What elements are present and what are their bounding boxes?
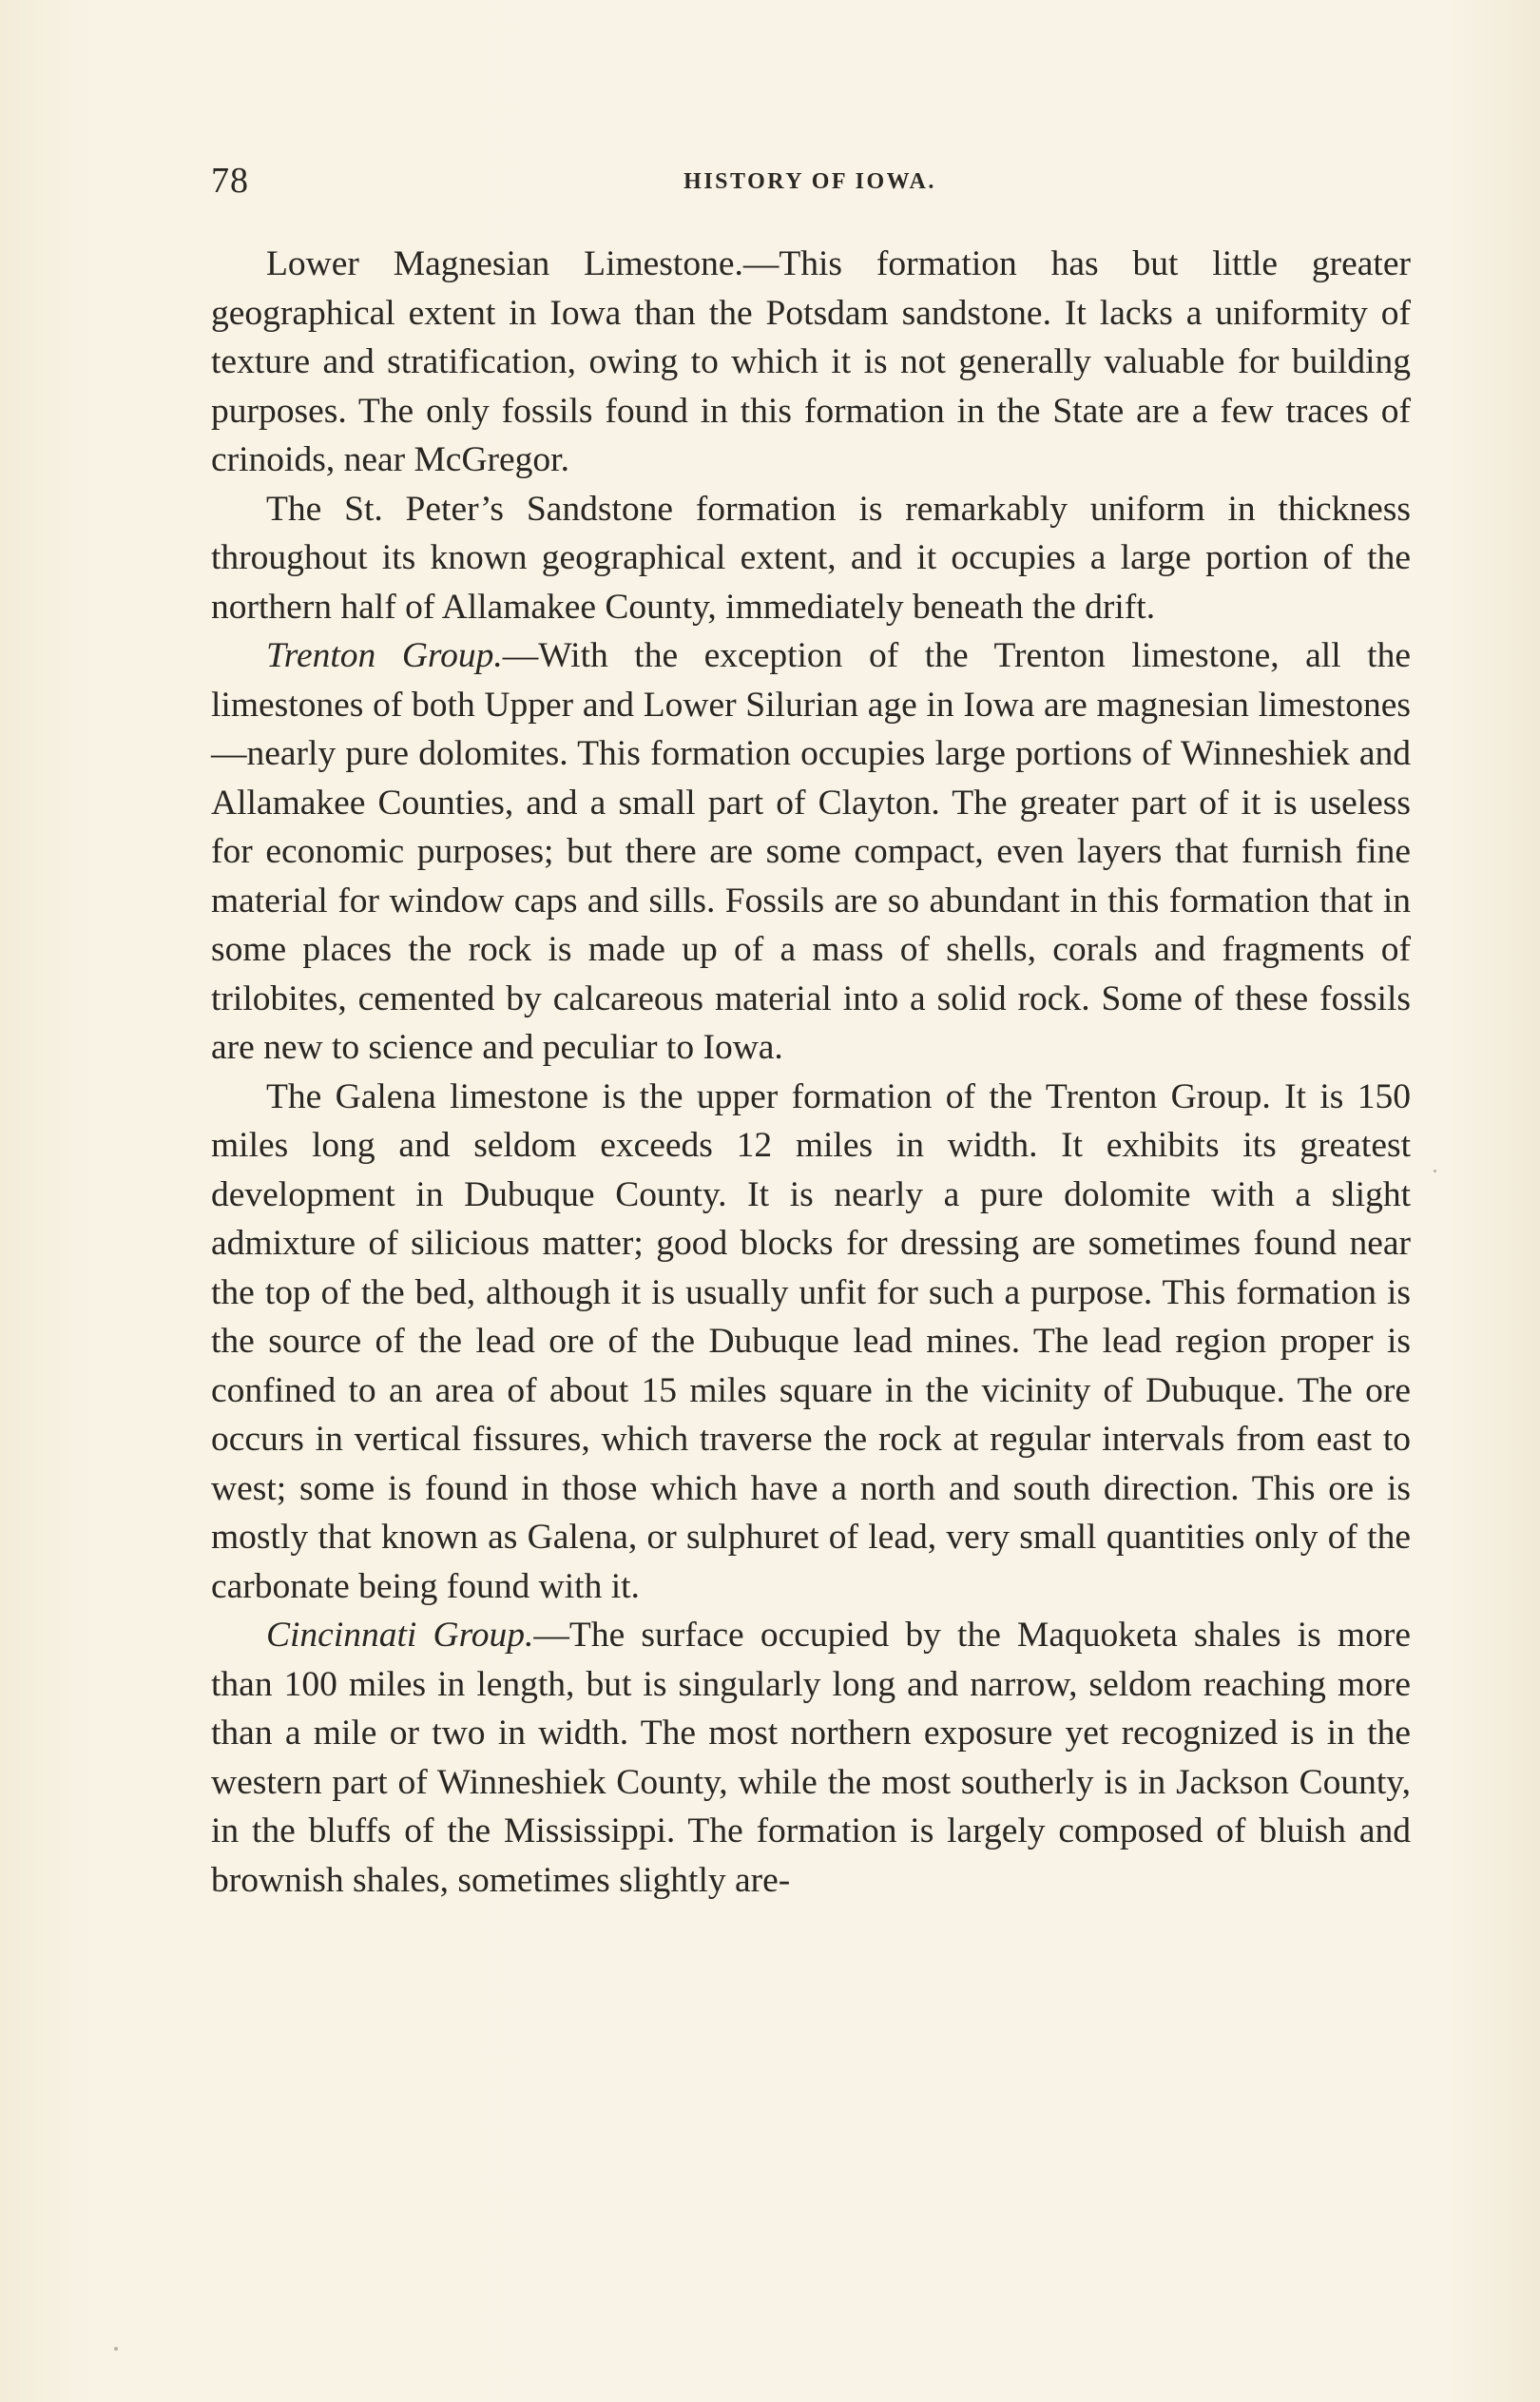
body-text [211,240,1411,1905]
page-number: 78 [211,161,249,201]
page-header [211,160,1409,217]
paragraph-text: —The surface occupied by the Maquoketa shales is more than 100 miles in length, but is singularly long and narrow, seldom reaching more than a mile or two in width. The most northern exposure yet recognized is in the western part of Winneshiek County, while the most southerly is in Jackson County, in the bluffs of the Mississippi. The formation is largely composed of bluish and brownish shales, sometimes slightly are- [211,1616,1411,1900]
paper-speck [114,2347,118,2351]
paragraph-text: —With the exception of the Trenton limestone, all the limestones of both Upper and Lower Silurian age in Iowa are magnesian limestones—nearly pure dolomites. This formation occupies large portions of Winneshiek and Allamakee Counties, and a small part of Clayton. The greater part of it is useless for economic purposes; but there are some compact, even layers that furnish fine material for window caps and sills. Fossils are so abundant in this formation that in some places the rock is made up of a mass of shells, corals and fragments of trilobites, cemented by calcareous material into a solid rock. Some of these fossils are new to science and peculiar to Iowa. [211,636,1411,1067]
paper-speck [1434,1170,1436,1172]
paragraph-trenton-group [211,631,1411,1073]
paragraph-text: Lower Magnesian Limestone.—This formation has but little greater geographical extent in Iowa than the Potsdam sandstone. It lacks a uniformity of texture and stratification, owing to which it is not generally valuable for building purposes. The only fossils found in this formation in the State are a few traces of crinoids, near McGregor. [211,244,1411,479]
paragraph-cincinnati-group [211,1611,1411,1905]
paragraph-st-peters [211,485,1411,632]
paragraph-galena-limestone [211,1073,1411,1612]
paragraph-text: The St. Peter’s Sandstone formation is remarkably uniform in thickness throughout its known geographical extent, and it occupies a large portion of the northern half of Allamakee County, immediately beneath the drift. [211,489,1411,627]
paragraph-text: The Galena limestone is the upper formation of the Trenton Group. It is 150 miles long and seldom exceeds 12 miles in width. It exhibits its greatest development in Dubuque County. It is nearly a pure dolomite with a slight admixture of silicious matter; good blocks for dressing are sometimes found near the top of the bed, although it is usually unfit for such a purpose. This formation is the source of the lead ore of the Dubuque lead mines. The lead region proper is confined to an area of about 15 miles square in the vicinity of Dubuque. The ore occurs in vertical fissures, which traverse the rock at regular intervals from east to west; some is found in those which have a north and south direction. This ore is mostly that known as Galena, or sulphuret of lead, very small quantities only of the carbonate being found with it. [211,1076,1411,1606]
section-heading: Trenton Group. [266,636,503,675]
section-heading: Cincinnati Group. [266,1616,534,1655]
running-head: HISTORY OF IOWA. [683,169,936,194]
paragraph-lower-magnesian [211,240,1411,485]
